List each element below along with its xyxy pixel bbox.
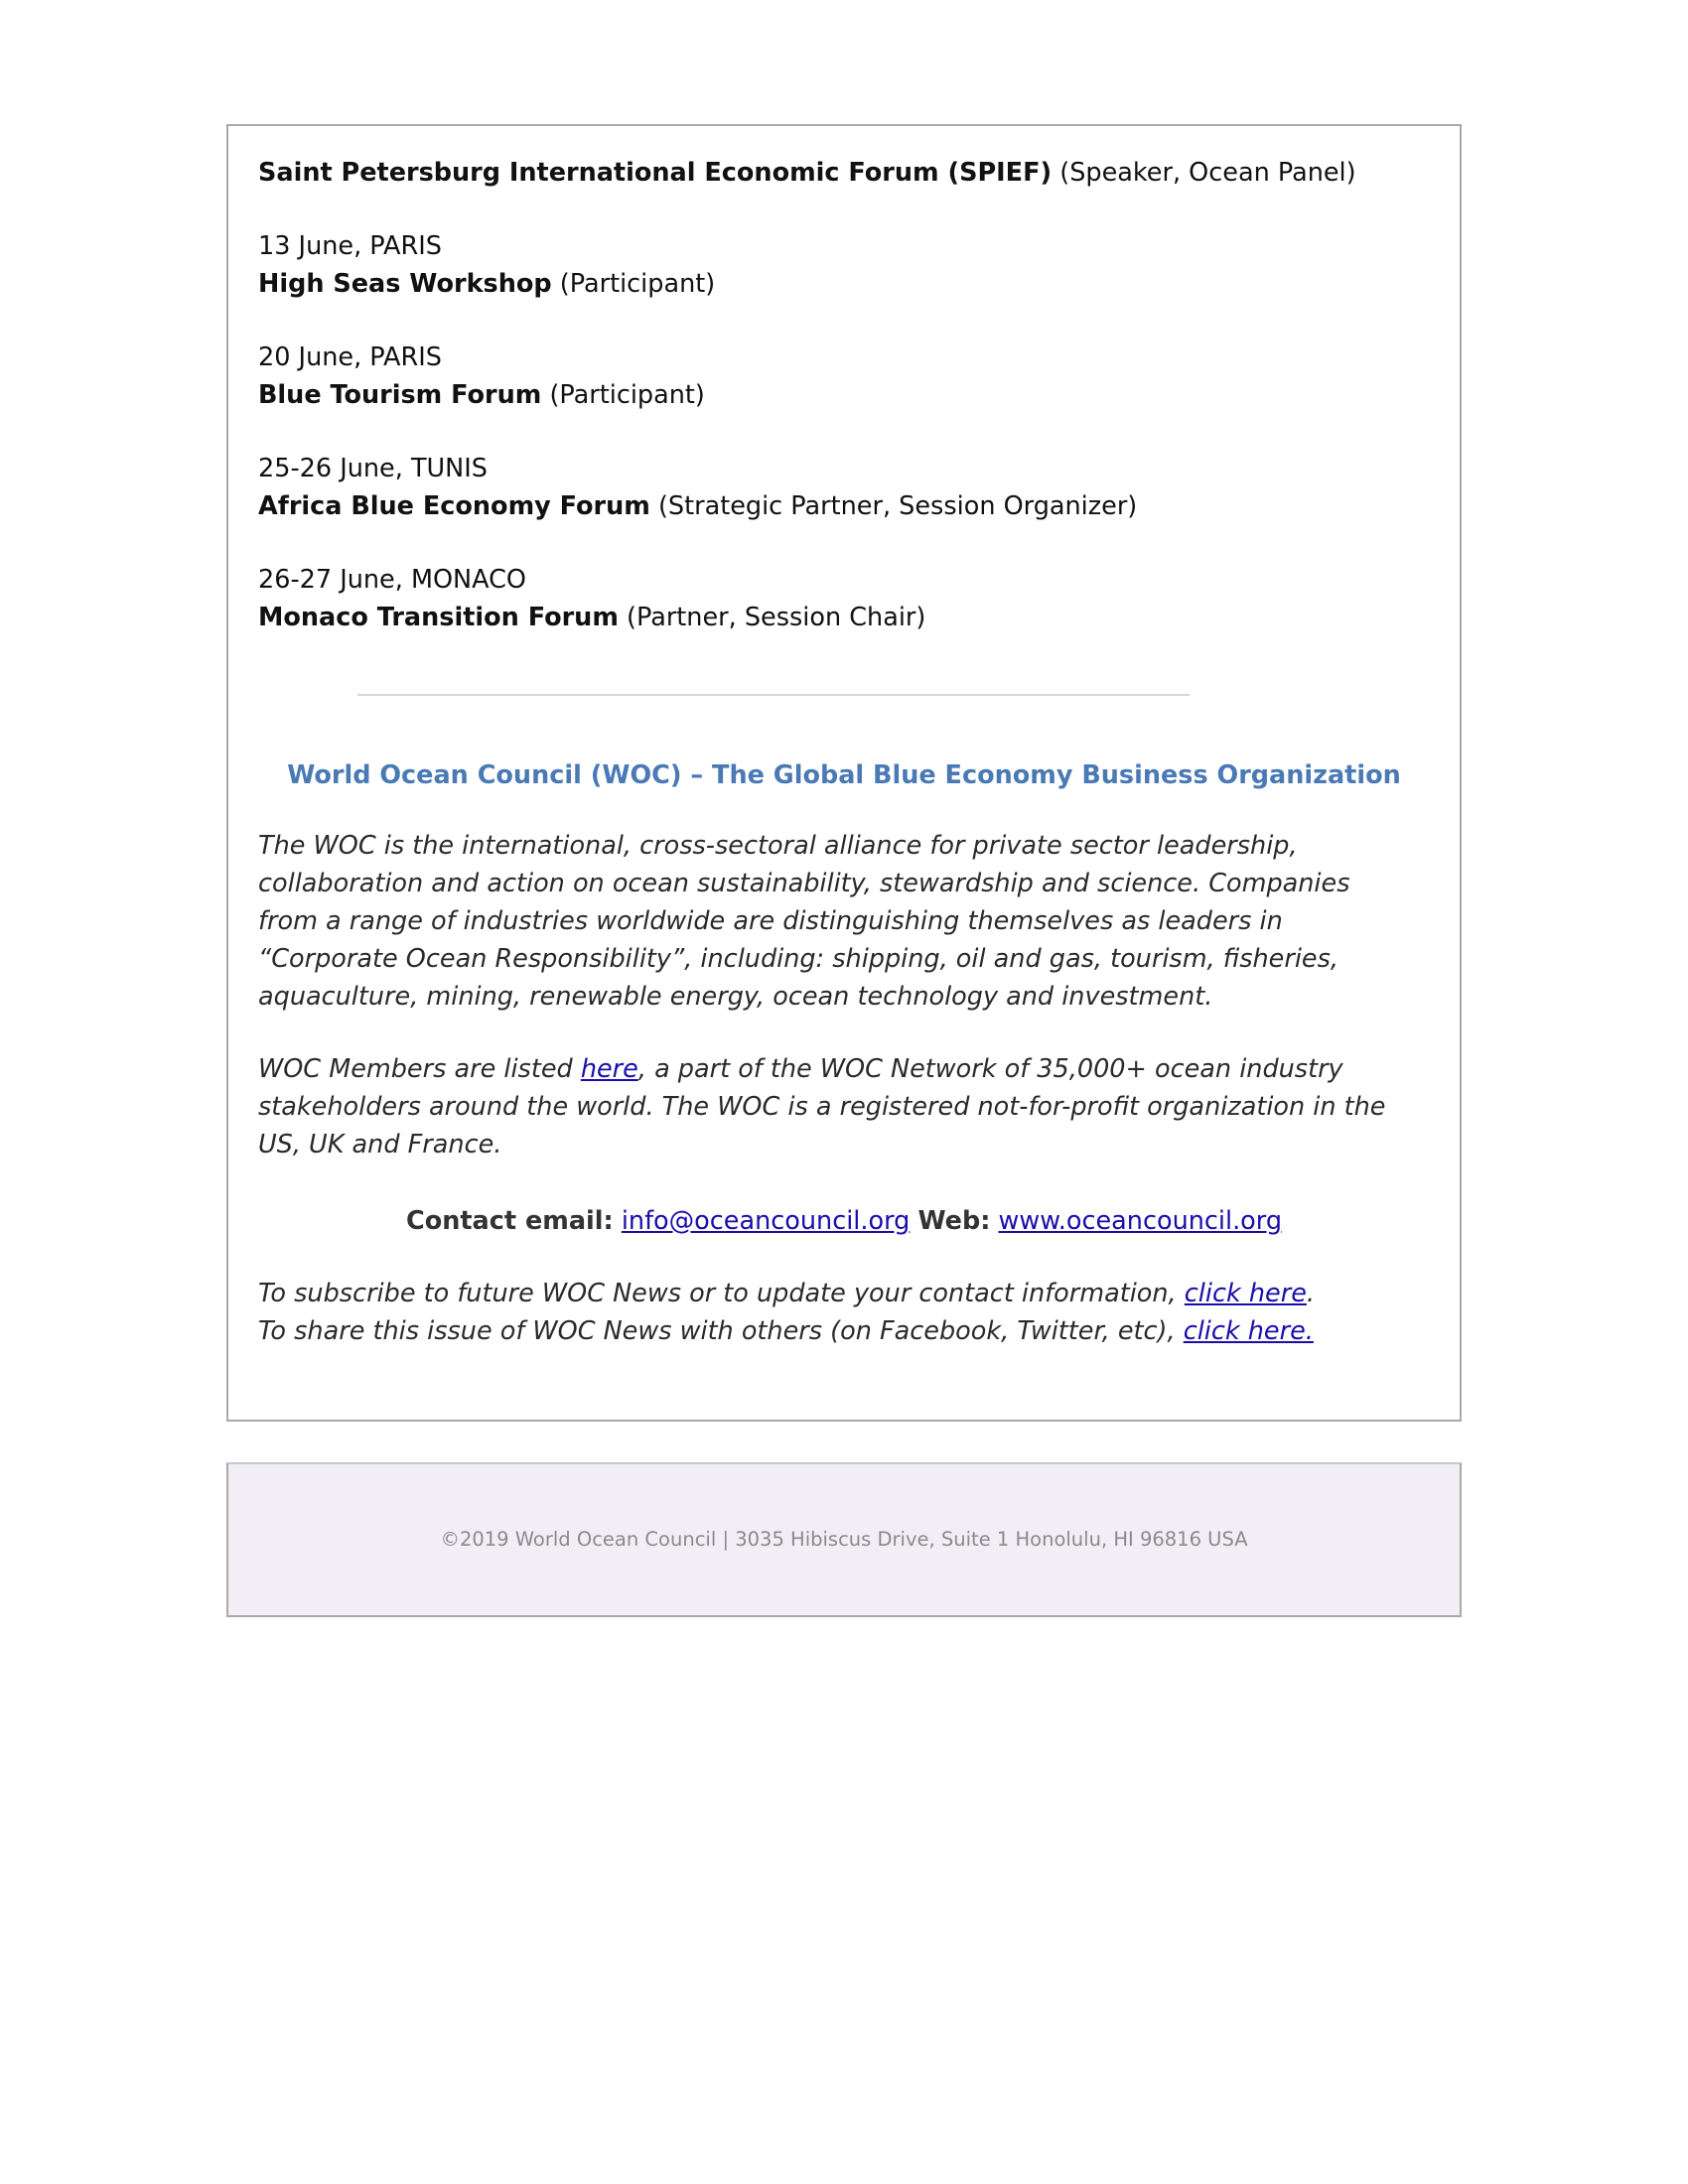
- contact-line: [228, 1202, 1460, 1240]
- event-title-line: [258, 599, 1430, 636]
- event-name: High Seas Workshop: [258, 269, 552, 299]
- event-title-line: [258, 265, 1430, 303]
- footer-copyright: ©2019 World Ocean Council | 3035 Hibiscus Drive, Suite 1 Honolulu, HI 96816 USA: [440, 1528, 1248, 1551]
- event-date: 25-26 June, TUNIS: [258, 454, 488, 483]
- contact-email-label: Contact email:: [405, 1206, 614, 1236]
- woc-members-paragraph: [258, 1050, 1400, 1163]
- event-title-line: [258, 154, 1430, 192]
- event-blue-tourism-forum: [258, 339, 1430, 414]
- event-africa-blue-economy-forum: [258, 450, 1430, 525]
- event-title-line: [258, 376, 1430, 414]
- event-name: Blue Tourism Forum: [258, 380, 542, 410]
- event-role: (Partner, Session Chair): [627, 603, 926, 632]
- event-spief: [258, 154, 1430, 192]
- subscribe-block: [258, 1275, 1400, 1350]
- members-text-suffix: , a part of the WOC Network of 35,000+ ocean industry stakeholders around the world. The WOC is a registered not-for-profit organization in the US, UK and France.: [258, 1054, 1386, 1160]
- share-text: To share this issue of WOC News with others (on Facebook, Twitter, etc),: [258, 1316, 1184, 1346]
- web-label: Web:: [917, 1206, 991, 1236]
- event-date: 13 June, PARIS: [258, 231, 442, 261]
- events-list: [258, 154, 1430, 636]
- event-name: Saint Petersburg International Economic Forum (SPIEF): [258, 158, 1053, 188]
- event-high-seas-workshop: [258, 227, 1430, 303]
- subscribe-text: To subscribe to future WOC News or to update your contact information,: [258, 1279, 1185, 1308]
- event-date: 26-27 June, MONACO: [258, 565, 526, 595]
- members-text-prefix: WOC Members are listed: [258, 1054, 581, 1084]
- event-role: (Participant): [559, 269, 716, 299]
- event-role: (Participant): [549, 380, 705, 410]
- subscribe-click-here-link[interactable]: click here: [1184, 1279, 1307, 1308]
- section-divider: [357, 694, 1190, 696]
- event-role: (Strategic Partner, Session Organizer): [657, 491, 1138, 521]
- event-name: Monaco Transition Forum: [258, 603, 619, 632]
- share-line: [258, 1312, 1400, 1350]
- woc-section-title: World Ocean Council (WOC) – The Global Blue Economy Business Organization: [287, 760, 1401, 790]
- subscribe-line: [258, 1275, 1400, 1312]
- event-role: (Speaker, Ocean Panel): [1059, 158, 1356, 188]
- event-name: Africa Blue Economy Forum: [258, 491, 650, 521]
- newsletter-content-box: [226, 124, 1462, 1422]
- share-click-here-link[interactable]: click here.: [1183, 1316, 1314, 1346]
- website-link[interactable]: www.oceancouncil.org: [998, 1206, 1283, 1236]
- footer-bar: [226, 1462, 1462, 1617]
- contact-email-link[interactable]: info@oceancouncil.org: [621, 1206, 911, 1236]
- event-date: 20 June, PARIS: [258, 342, 442, 372]
- subscribe-period: .: [1306, 1279, 1315, 1308]
- event-title-line: [258, 487, 1430, 525]
- members-here-link[interactable]: here: [580, 1054, 638, 1084]
- event-monaco-transition-forum: [258, 561, 1430, 636]
- woc-description: The WOC is the international, cross-sectoral alliance for private sector leadership, collaboration and action on ocean sustainability, stewardship and science. Companies from a range of industries worldwide are distinguishing themselves as leaders in “Corporate Ocean Responsibility”, including: shipping, oil and gas, tourism, fisheries, aquaculture, mining, renewable energy, ocean technology and investment.: [258, 831, 1350, 1012]
